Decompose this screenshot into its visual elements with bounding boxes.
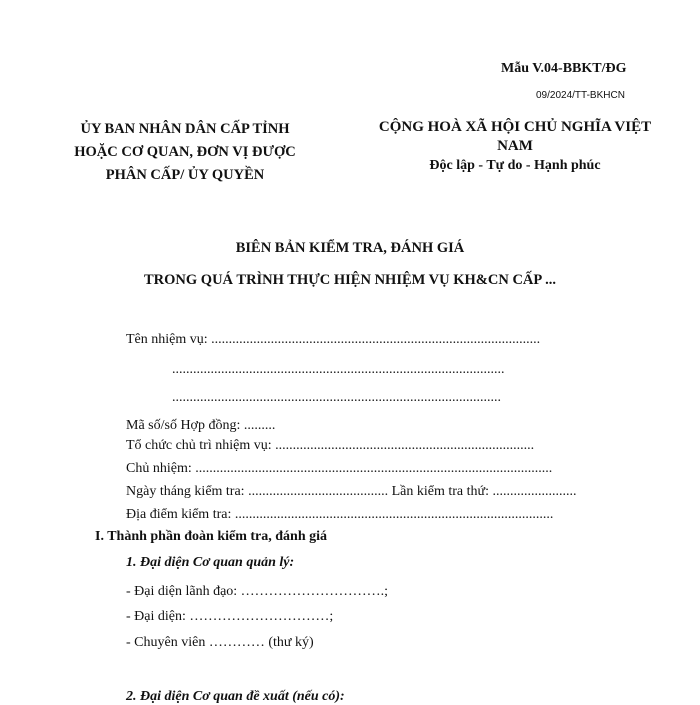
host-organization-field: Tổ chức chủ trì nhiệm vụ: ..........................................................................: [126, 438, 535, 453]
inspection-location-field: Địa điểm kiểm tra: ...........................................................................................: [126, 507, 554, 522]
national-header: [360, 118, 670, 175]
nation-line-1: CỘNG HOÀ XÃ HỘI CHỦ NGHĨA VIỆT: [378, 119, 652, 135]
subsection-2-heading: 2. Đại diện Cơ quan đề xuất (nếu có):: [126, 689, 345, 704]
chairman-field: Chủ nhiệm: ......................................................................................................: [126, 461, 553, 476]
authority-line-3: PHÂN CẤP/ ỦY QUYỀN: [105, 167, 265, 183]
task-name-field: Tên nhiệm vụ: ..............................................................................................: [126, 332, 541, 347]
contract-code-field: Mã số/số Hợp đồng: .........: [126, 418, 276, 433]
subsection-1-heading: 1. Đại diện Cơ quan quản lý:: [126, 555, 295, 570]
task-name-continuation-2: ..............................................................................................: [172, 390, 501, 405]
inspection-date-field: Ngày tháng kiểm tra: ........................................ Lần kiểm tra thứ: ........................: [126, 484, 577, 499]
form-code: Mẫu V.04-BBKT/ĐG: [501, 61, 627, 76]
document-title-line-2: TRONG QUÁ TRÌNH THỰC HIỆN NHIỆM VỤ KH&CN CẤP ...: [144, 272, 556, 288]
document-title-line-1: BIÊN BẢN KIỂM TRA, ĐÁNH GIÁ: [235, 240, 465, 256]
authority-line-1: ỦY BAN NHÂN DÂN CẤP TỈNH: [80, 121, 290, 137]
specialist-field: - Chuyên viên ………… (thư ký): [126, 635, 314, 650]
representative-field: - Đại diện: …………………………;: [126, 609, 334, 624]
circular-reference: 09/2024/TT-BKHCN: [536, 90, 625, 101]
nation-line-2: NAM: [497, 138, 533, 154]
task-name-continuation-1: ...............................................................................................: [172, 362, 505, 377]
issuing-authority: [40, 118, 330, 187]
authority-line-2: HOẶC CƠ QUAN, ĐƠN VỊ ĐƯỢC: [74, 144, 296, 160]
leader-representative-field: - Đại diện lãnh đạo: ………………………….;: [126, 584, 389, 599]
section-1-heading: I. Thành phần đoàn kiểm tra, đánh giá: [95, 529, 327, 544]
motto: Độc lập - Tự do - Hạnh phúc: [429, 158, 601, 173]
